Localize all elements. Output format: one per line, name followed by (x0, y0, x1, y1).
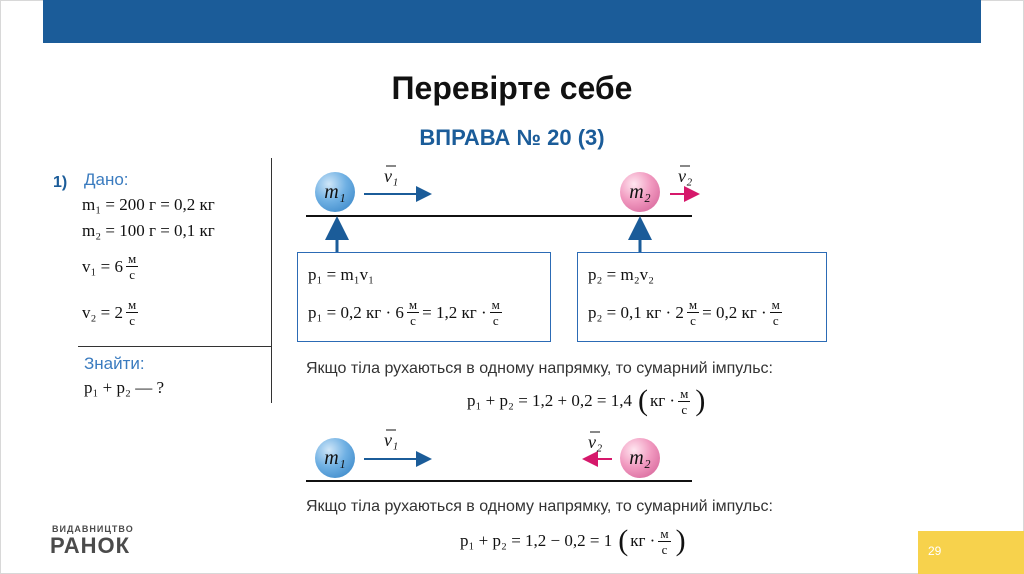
case1-formula-unit: кг · (649, 391, 676, 410)
box2-calc-result: = 0,2 кг · (702, 302, 767, 322)
box2-calc-prefix: p₂ = 0,1 кг · 2 (588, 302, 684, 322)
ball-m2-case2: m₂ (620, 438, 660, 478)
momentum-box-1 (297, 252, 551, 342)
vector-v2-label: v₂ (678, 166, 693, 186)
unit-m-per-s: $\frac{м}{с}$ (128, 297, 137, 328)
find-expression: p₁ + p₂ — ? (84, 378, 164, 397)
exercise-subtitle: ВПРАВА № 20 (3) (419, 125, 605, 150)
case1-text: Якщо тіла рухаються в одному напрямку, то сумарний імпульс: (306, 360, 773, 377)
problem-number: 1) (53, 174, 68, 191)
track-line-2 (306, 480, 692, 482)
box1-calculation (308, 297, 505, 328)
vector-v2-label-case2: v₂ (588, 432, 603, 452)
paren-close: ) (695, 384, 706, 417)
ball-m1: m₁ (315, 172, 355, 212)
unit-m-per-s: $\frac{м}{с}$ (660, 525, 669, 557)
vector-v1-label: v₁ (384, 166, 399, 186)
box2-formula: p₂ = m₂v₂ (588, 265, 655, 284)
unit-m-per-s: $\frac{м}{с}$ (688, 297, 698, 328)
given-label: Дано: (84, 170, 129, 189)
unit-m-per-s: $\frac{м}{с}$ (491, 297, 500, 328)
case2-text: Якщо тіла рухаються в одному напрямку, то сумарний імпульс: (306, 498, 773, 515)
box1-calc-prefix: p₁ = 0,2 кг · 6 (308, 302, 404, 322)
given-m2: m₂ = 100 г = 0,1 кг (82, 221, 215, 240)
unit-m-per-s: $\frac{м}{с}$ (680, 385, 689, 417)
vector-v1-label-case2: v₁ (384, 430, 399, 450)
given-m1: m₁ = 200 г = 0,2 кг (82, 195, 215, 214)
case1-formula-value: p₁ + p₂ = 1,2 + 0,2 = 1,4 (467, 391, 632, 410)
paren-close: ) (675, 524, 686, 557)
case2-formula-unit: кг · (630, 531, 656, 550)
paren-open: ( (618, 524, 629, 557)
paren-open: ( (637, 384, 648, 417)
ball-m2: m₂ (620, 172, 660, 212)
box2-calculation (588, 297, 785, 328)
case2-formula (460, 524, 686, 558)
case1-formula (467, 384, 705, 418)
case2-formula-value: p₁ + p₂ = 1,2 − 0,2 = 1 (460, 531, 613, 550)
page-number: 29 (928, 544, 942, 558)
slide-title: Перевірте себе (391, 70, 633, 106)
unit-m-per-s: $\frac{м}{с}$ (771, 297, 780, 328)
box1-calc-result: = 1,2 кг · (422, 302, 487, 322)
unit-m-per-s: $\frac{м}{с}$ (408, 297, 418, 328)
publisher-logo-caption: ВИДАВНИЦТВО (52, 524, 134, 534)
publisher-logo: РАНОК (50, 533, 131, 558)
momentum-box-2 (577, 252, 827, 342)
ball-m1-case2: m₁ (315, 438, 355, 478)
find-label: Знайти: (84, 354, 145, 373)
given-v2-value: v₂ = 2 (82, 302, 124, 322)
given-v1-value: v₁ = 6 (82, 256, 124, 276)
box1-formula: p₁ = m₁v₁ (308, 265, 375, 284)
unit-m-per-s: $\frac{м}{с}$ (128, 251, 137, 282)
